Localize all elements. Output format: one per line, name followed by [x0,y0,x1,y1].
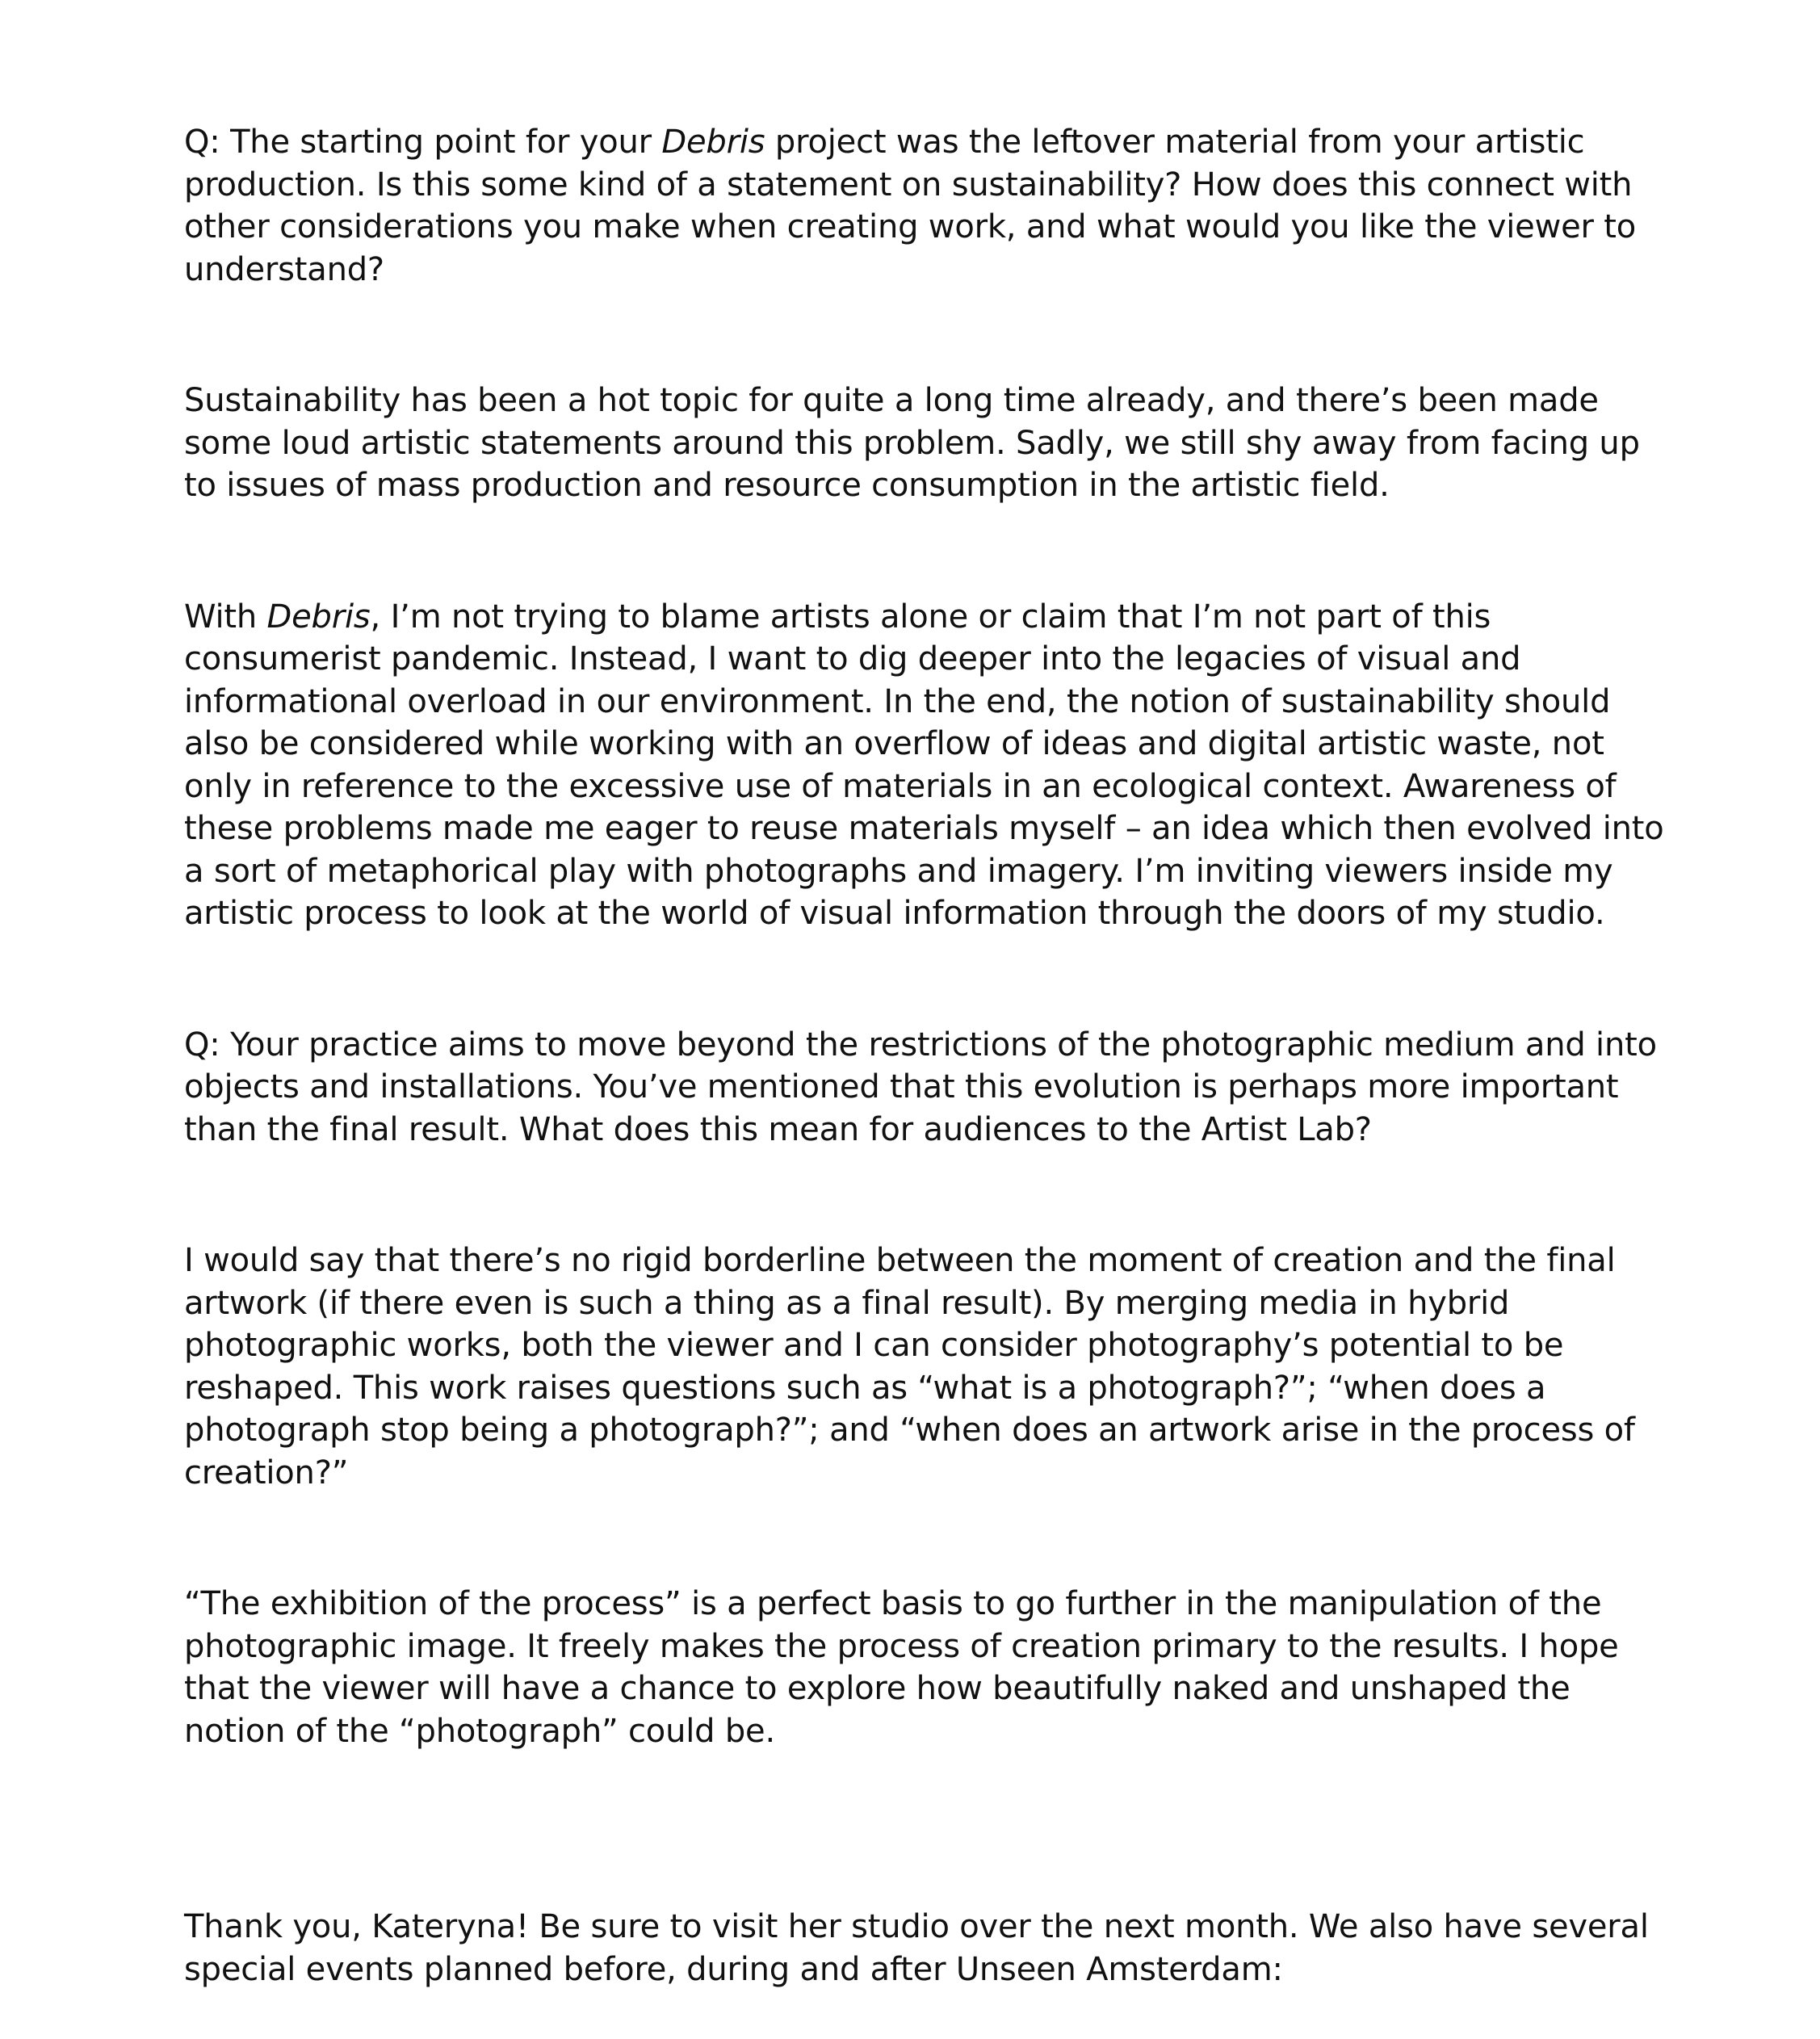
question-debris-sustainability [184,121,1670,291]
question-practice-evolution: Q: Your practice aims to move beyond the restrictions of the photographic medium and into objects and installations. You’ve mentioned that this evolution is perhaps more important than the final result. What does this mean for audiences to the Artist Lab? [184,1026,1657,1148]
answer-borderline-paragraph: I would say that there’s no rigid borderline between the moment of creation and the final artwork (if there even is such a thing as a final result). By merging media in hybrid photographic works, both the viewer and I can consider photography’s potential to be reshaped. This work raises questions such as “what is a photograph?”; “when does a photograph stop being a photograph?”; and “when does an artwork arise in the process of creation?” [184,1242,1635,1491]
project-title-italic: Debris [661,124,765,161]
question-text-start: Q: The starting point for your [184,124,662,161]
answer-exhibition-process-paragraph: “The exhibition of the process” is a perfect basis to go further in the manipulation of the photographic image. It freely makes the process of creation primary to the results. I hope that the viewer will have a chance to explore how beautifully naked and unshaped the notion of the “photograph” could be. [184,1585,1619,1750]
article-body [184,121,1670,1991]
answer-text-start: With [184,598,267,636]
answer-debris-paragraph [184,596,1670,935]
answer-sustainability-paragraph: Sustainability has been a hot topic for quite a long time already, and there’s been made some loud artistic statements around this problem. Sadly, we still shy away from facing up to issues of mass production and resource consumption in the artistic field. [184,382,1640,504]
question-text-end: project was the leftover material from your artistic production. Is this some kind of a statement on sustainability? How does this connect with other considerations you make when creating work, and what would you like the viewer to understand? [184,124,1637,288]
closing-paragraph: Thank you, Kateryna! Be sure to visit her studio over the next month. We also have several special events planned before, during and after Unseen Amsterdam: [184,1908,1649,1988]
answer-text-end: , I’m not trying to blame artists alone or claim that I’m not part of this consumerist pandemic. Instead, I want to dig deeper into the legacies of visual and informational overload in our environment. In the end, the notion of sustainability should also be considered while working with an overflow of ideas and digital artistic waste, not only in reference to the excessive use of materials in an ecological context. Awareness of these problems made me eager to reuse materials myself – an idea which then evolved into a sort of metaphorical play with photographs and imagery. I’m inviting viewers inside my artistic process to look at the world of visual information through the doors of my studio. [184,598,1664,932]
project-title-italic: Debris [266,598,371,636]
